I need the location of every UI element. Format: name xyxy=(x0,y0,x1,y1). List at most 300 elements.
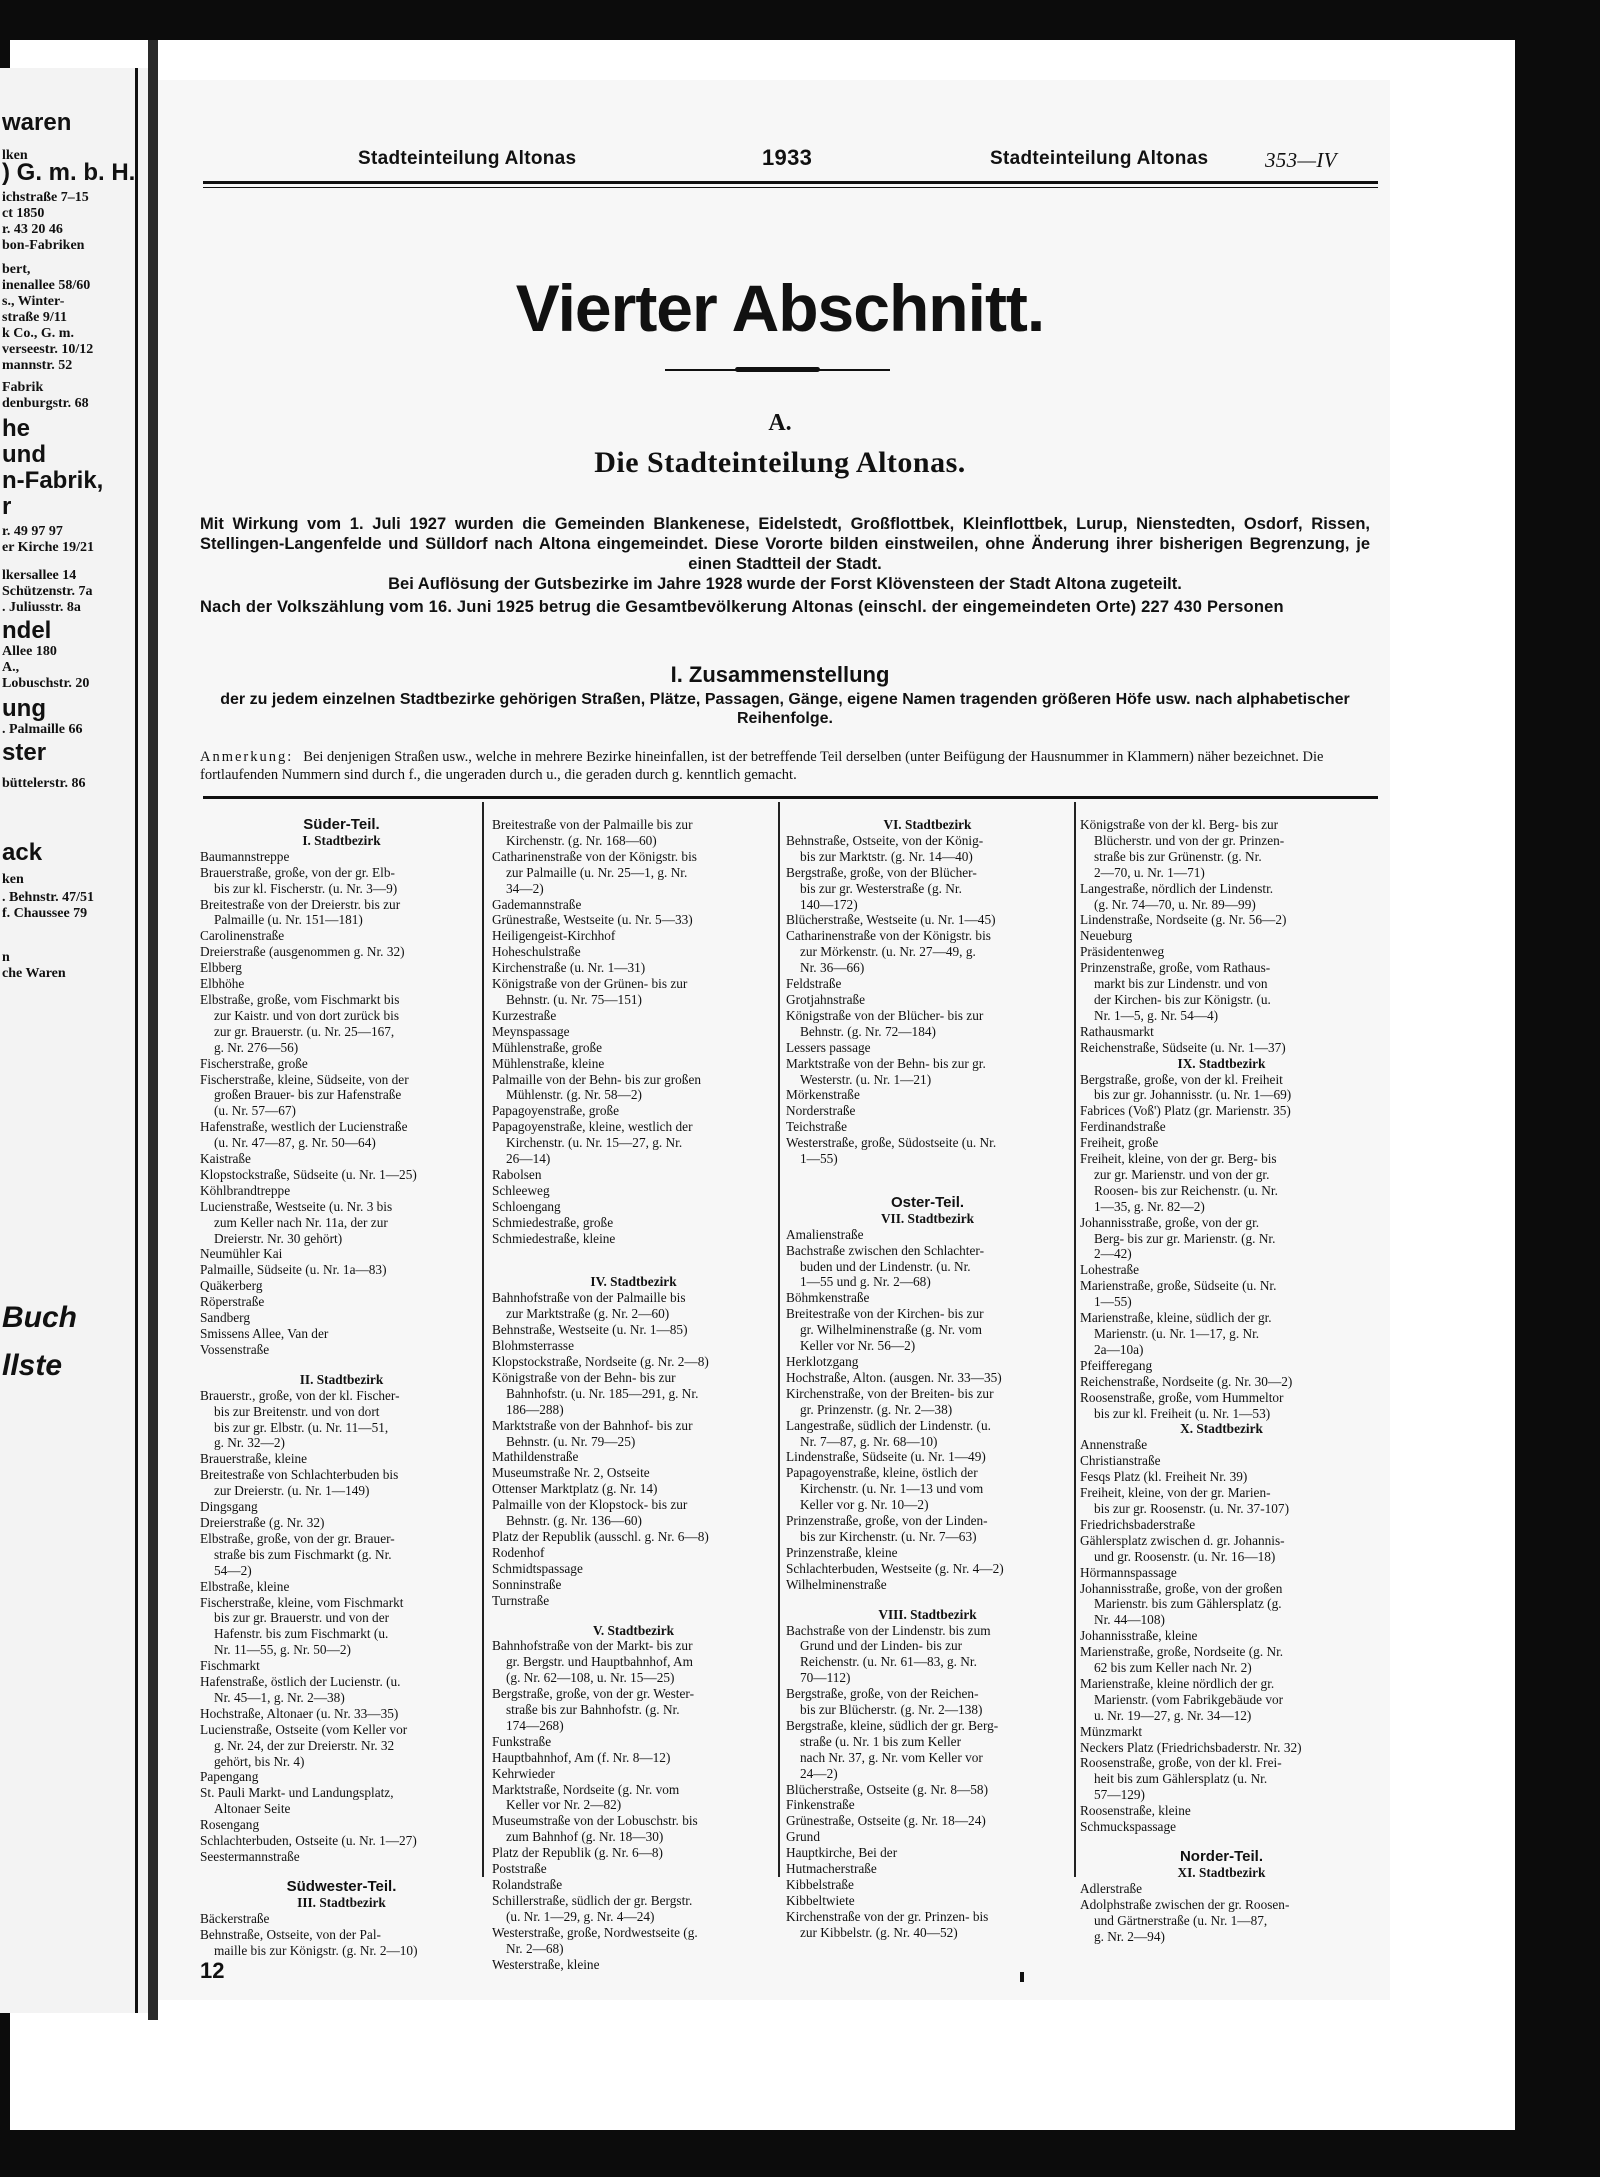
street-entry-continuation: 2—70, u. Nr. 1—71) xyxy=(1094,864,1205,880)
street-entry: Marktstraße von der Behn- bis zur gr. xyxy=(786,1055,986,1071)
street-entry: Elbstraße, große, von der gr. Brauer- xyxy=(200,1530,395,1546)
street-entry: Smissens Allee, Van der xyxy=(200,1326,329,1341)
street-entry: Pfeifferegang xyxy=(1080,1357,1153,1373)
street-entry-continuation: (g. Nr. 62—108, u. Nr. 15—25) xyxy=(506,1670,675,1686)
street-entry-continuation: Behnstr. (u. Nr. 75—151) xyxy=(506,991,642,1007)
previous-page-line: he xyxy=(2,415,31,442)
street-entry: Papagoyenstraße, kleine, östlich der xyxy=(786,1465,978,1481)
street-entry: Museumstraße von der Lobuschstr. bis xyxy=(492,1813,698,1829)
previous-page-line: r. 43 20 46 xyxy=(2,222,63,237)
street-entry: Papengang xyxy=(200,1769,259,1785)
street-entry-continuation: (u. Nr. 47—87, g. Nr. 50—64) xyxy=(214,1135,376,1151)
street-entry: Poststraße xyxy=(492,1861,547,1877)
street-entry: Gählersplatz zwischen d. gr. Johannis- xyxy=(1080,1532,1285,1548)
street-entry: Museumstraße Nr. 2, Ostseite xyxy=(492,1465,650,1481)
intro-text-1: Mit Wirkung vom 1. Juli 1927 wurden die Gemeinden Blankenese, Eidelstedt, Großflottbek, Kleinflottbek, Lurup, Nienstedten, Osdorf, Rissen, Stellingen-Langenfelde und Sülldorf nach Altona eingemeindet. Diese Vororte bilden einstweilen, ohne Änderung ihrer bisherigen Begrenzung, je einen Stadtteil der Stadt. xyxy=(200,515,1370,573)
street-entry: Meynspassage xyxy=(492,1023,570,1039)
street-entry: Königstraße von der Grünen- bis zur xyxy=(492,976,688,992)
street-entry: Ferdinandstraße xyxy=(1080,1119,1166,1135)
street-entry: Marktstraße von der Bahnhof- bis zur xyxy=(492,1417,693,1433)
street-entry: Fabrices (Voß') Platz (gr. Marienstr. 35) xyxy=(1080,1103,1291,1119)
street-entry-continuation: straße (u. Nr. 1 bis zum Keller xyxy=(800,1733,961,1749)
street-entry: Reichenstraße, Südseite (u. Nr. 1—37) xyxy=(1080,1039,1286,1055)
street-entry: Mühlenstraße, große xyxy=(492,1039,603,1055)
street-entry: Münzmarkt xyxy=(1080,1723,1143,1739)
street-entry-continuation: 34—2) xyxy=(506,880,544,896)
street-entry: Mörkenstraße xyxy=(786,1087,860,1103)
street-entry: Fesqs Platz (kl. Freiheit Nr. 39) xyxy=(1080,1469,1248,1485)
street-entry: Fischerstraße, kleine, Südseite, von der xyxy=(200,1071,409,1087)
street-entry-continuation: Nr. 44—108) xyxy=(1094,1612,1165,1628)
spacer xyxy=(492,1260,775,1274)
street-entry-continuation: 70—112) xyxy=(800,1670,851,1686)
street-entry: Bergstraße, große, von der Blücher- xyxy=(786,864,977,880)
street-entry-continuation: markt bis zur Lindenstr. und von xyxy=(1094,976,1268,992)
street-entry: Vossenstraße xyxy=(200,1341,270,1357)
street-entry: Dreierstraße (g. Nr. 32) xyxy=(200,1514,325,1530)
street-entry-continuation: Dreierstr. Nr. 30 gehört) xyxy=(214,1230,343,1246)
street-entry-continuation: 186—288) xyxy=(506,1401,564,1417)
street-entry: Königstraße von der Behn- bis zur xyxy=(492,1369,676,1385)
street-entry-continuation: heit bis zum Gählersplatz (u. Nr. xyxy=(1094,1771,1268,1787)
street-entry-continuation: 24—2) xyxy=(800,1765,838,1781)
spacer xyxy=(200,1865,483,1879)
spacer xyxy=(786,1181,1069,1195)
street-entry: Bäckerstraße xyxy=(200,1910,270,1926)
street-entry-continuation: buden und der Lindenstr. (u. Nr. xyxy=(800,1258,971,1274)
page-title: Vierter Abschnitt. xyxy=(515,271,1045,345)
street-entry: Lohestraße xyxy=(1080,1262,1140,1278)
running-head-year: 1933 xyxy=(762,145,813,170)
street-entry: Breitestraße von Schlachterbuden bis xyxy=(200,1467,399,1483)
street-entry: Amalienstraße xyxy=(786,1226,864,1242)
street-entry: Kirchenstraße, von der Breiten- bis zur xyxy=(786,1385,994,1401)
street-entry: Schmidtspassage xyxy=(492,1560,583,1576)
street-entry: Lindenstraße, Nordseite (g. Nr. 56—2) xyxy=(1080,912,1287,928)
previous-page-line: lken xyxy=(2,148,28,163)
street-entry: Hochstraße, Altonaer (u. Nr. 33—35) xyxy=(200,1705,399,1721)
street-entry-continuation: Westerstr. (u. Nr. 1—21) xyxy=(800,1071,932,1087)
street-entry: St. Pauli Markt- und Landungsplatz, xyxy=(200,1785,394,1801)
street-entry: Klopstockstraße, Südseite (u. Nr. 1—25) xyxy=(200,1166,417,1182)
street-entry: Kurzestraße xyxy=(492,1007,557,1023)
street-entry-continuation: Behnstr. (u. Nr. 79—25) xyxy=(506,1433,636,1449)
previous-page-line: n-Fabrik, xyxy=(2,467,104,494)
street-entry-continuation: Behnstr. (g. Nr. 72—184) xyxy=(800,1023,936,1039)
stadtbezirk-heading: IV. Stadtbezirk xyxy=(590,1274,677,1290)
street-entry: Mathildenstraße xyxy=(492,1449,579,1465)
street-entry-continuation: und gr. Roosenstr. (u. Nr. 16—18) xyxy=(1094,1548,1276,1564)
street-entry: Herklotzgang xyxy=(786,1354,859,1369)
street-entry: Grünestraße, Westseite (u. Nr. 5—33) xyxy=(492,912,693,928)
street-entry: Schmiedestraße, kleine xyxy=(492,1230,616,1246)
scan-border-right xyxy=(1515,0,1600,2177)
street-entry: Carolinenstraße xyxy=(200,928,285,944)
street-entry: Roosenstraße, große, vom Hummeltor xyxy=(1080,1389,1284,1405)
street-entry: Blücherstraße, Westseite (u. Nr. 1—45) xyxy=(786,912,996,928)
spacer xyxy=(786,1593,1069,1607)
district-part-heading: Norder-Teil. xyxy=(1179,1849,1264,1865)
section-letter: A. xyxy=(768,410,792,436)
street-entry: Turnstraße xyxy=(492,1592,550,1608)
street-entry-continuation: maille bis zur Königstr. (g. Nr. 2—10) xyxy=(214,1942,418,1958)
street-entry: Norderstraße xyxy=(786,1103,856,1119)
street-entry-continuation: g. Nr. 276—56) xyxy=(214,1039,299,1055)
street-entry: Roosenstraße, große, von der kl. Frei- xyxy=(1080,1755,1282,1771)
previous-page-line: ndel xyxy=(2,617,52,644)
street-column-1 xyxy=(200,817,483,1984)
previous-page-line: . Juliusstr. 8a xyxy=(2,600,81,615)
street-entry: Sonninstraße xyxy=(492,1576,562,1592)
previous-page-line: k Co., G. m. xyxy=(2,326,74,341)
street-entry-continuation: zur gr. Marienstr. und von der gr. xyxy=(1094,1166,1270,1182)
previous-page-line: mannstr. 52 xyxy=(2,358,73,373)
street-entry: Mühlenstraße, kleine xyxy=(492,1055,605,1071)
book-gutter xyxy=(148,40,158,2020)
street-entry-continuation: Behnstr. (g. Nr. 136—60) xyxy=(506,1513,642,1529)
previous-page-line: inenallee 58/60 xyxy=(2,278,91,293)
previous-page-line: Schützenstr. 7a xyxy=(2,584,93,599)
street-entry: Hochstraße, Alton. (ausgen. Nr. 33—35) xyxy=(786,1369,1002,1385)
stadtbezirk-heading: III. Stadtbezirk xyxy=(297,1894,386,1910)
header-rule xyxy=(203,181,1378,184)
street-entry-continuation: Kirchenstr. (g. Nr. 168—60) xyxy=(506,832,657,848)
street-entry-continuation: 62 bis zum Keller nach Nr. 2) xyxy=(1094,1660,1252,1676)
street-entry-continuation: bis zur Marktstr. (g. Nr. 14—40) xyxy=(800,848,973,864)
street-entry: Wilhelminenstraße xyxy=(786,1576,887,1592)
street-entry-continuation: bis zur gr. Brauerstr. und von der xyxy=(214,1610,390,1626)
previous-page-line: Lobuschstr. 20 xyxy=(2,676,90,691)
street-entry-continuation: 1—55) xyxy=(800,1151,838,1167)
street-entry-continuation: 2—42) xyxy=(1094,1246,1132,1262)
street-entry: Johannisstraße, große, von der großen xyxy=(1080,1580,1283,1596)
street-entry: Platz der Republik (g. Nr. 6—8) xyxy=(492,1845,663,1861)
stadtbezirk-heading: IX. Stadtbezirk xyxy=(1177,1055,1266,1071)
stadtbezirk-heading: VIII. Stadtbezirk xyxy=(878,1606,977,1622)
street-entry-continuation: g. Nr. 24, der zur Dreierstr. Nr. 32 xyxy=(214,1737,395,1753)
street-entry-continuation: Nr. 2—68) xyxy=(506,1940,564,1956)
street-entry: Brauerstraße, kleine xyxy=(200,1451,308,1467)
street-entry: Freiheit, kleine, von der gr. Marien- xyxy=(1080,1485,1271,1501)
street-entry: Breitestraße von der Dreierstr. bis zur xyxy=(200,896,401,912)
previous-page-line: ) G. m. b. H. xyxy=(2,159,136,186)
spacer xyxy=(492,1609,775,1623)
stadtbezirk-heading: X. Stadtbezirk xyxy=(1180,1421,1263,1437)
street-entry: Kirchenstraße (u. Nr. 1—31) xyxy=(492,960,646,976)
previous-page-line: und xyxy=(2,441,46,468)
street-entry: Blücherstraße, Ostseite (g. Nr. 8—58) xyxy=(786,1781,988,1797)
street-entry-continuation: Keller vor Nr. 2—82) xyxy=(506,1797,622,1813)
street-entry: Bahnhofstraße von der Markt- bis zur xyxy=(492,1638,693,1654)
street-entry-continuation: (u. Nr. 57—67) xyxy=(214,1103,296,1119)
street-entry-continuation: Kirchenstr. (u. Nr. 1—13 und vom xyxy=(800,1481,984,1497)
street-entry-continuation: (g. Nr. 74—70, u. Nr. 89—99) xyxy=(1094,896,1256,912)
column-rule-2 xyxy=(778,802,780,1877)
street-entry: Grund xyxy=(786,1829,820,1845)
intro-text-2: Bei Auflösung der Gutsbezirke im Jahre 1928 wurde der Forst Klövensteen der Stadt Altona zugeteilt. xyxy=(388,575,1182,593)
street-entry: Bergstraße, große, von der gr. Wester- xyxy=(492,1686,694,1702)
street-entry: Elbberg xyxy=(200,960,242,976)
street-entry: Lucienstraße, Westseite (u. Nr. 3 bis xyxy=(200,1198,393,1214)
street-entry: Hoheschulstraße xyxy=(492,944,581,960)
previous-page-rule xyxy=(135,68,138,2013)
street-entry-continuation: 57—129) xyxy=(1094,1787,1145,1803)
scan-border-top xyxy=(0,0,1600,40)
street-entry: Köhlbrandtreppe xyxy=(200,1182,291,1198)
street-entry: Rabolsen xyxy=(492,1166,542,1182)
street-entry: Sandberg xyxy=(200,1310,250,1326)
previous-page-line: f. Chaussee 79 xyxy=(2,906,88,921)
spacer xyxy=(1080,1835,1363,1849)
stadtbezirk-heading: V. Stadtbezirk xyxy=(592,1622,675,1638)
street-entry-continuation: Marienstr. (vom Fabrikgebäude vor xyxy=(1094,1691,1284,1707)
street-entry-continuation: bis zur gr. Roosenstr. (u. Nr. 37-107) xyxy=(1094,1500,1290,1516)
street-entry: Catharinenstraße von der Königstr. bis xyxy=(786,928,991,944)
street-entry: Heiligengeist-Kirchhof xyxy=(492,928,616,944)
previous-page-line: A., xyxy=(2,660,20,675)
street-entry: Neumühler Kai xyxy=(200,1246,283,1262)
note-block xyxy=(200,748,1370,784)
street-entry: Fischerstraße, kleine, vom Fischmarkt xyxy=(200,1594,404,1610)
street-entry-continuation: 1—35, g. Nr. 82—2) xyxy=(1094,1198,1205,1214)
title-rule-center xyxy=(735,367,820,372)
street-entry: Elbstraße, kleine xyxy=(200,1578,290,1594)
street-entry: Friedrichsbaderstraße xyxy=(1080,1516,1196,1532)
previous-page-line: llste xyxy=(2,1349,63,1382)
previous-page-line: ster xyxy=(2,739,47,766)
street-entry: Marienstraße, große, Südseite (u. Nr. xyxy=(1080,1278,1277,1294)
previous-page-fragment xyxy=(0,68,148,2013)
street-entry: Hafenstraße, östlich der Lucienstr. (u. xyxy=(200,1674,401,1690)
street-entry: Ottenser Marktplatz (g. Nr. 14) xyxy=(492,1481,658,1497)
street-entry-continuation: Blücherstr. und von der gr. Prinzen- xyxy=(1094,832,1285,848)
stadtbezirk-heading: VII. Stadtbezirk xyxy=(880,1210,975,1226)
bottom-mark xyxy=(1020,1972,1024,1982)
street-entry-continuation: zur Palmaille (u. Nr. 25—1, g. Nr. xyxy=(506,864,688,880)
street-entry-continuation: Keller vor Nr. 56—2) xyxy=(800,1338,916,1354)
street-entry-continuation: straße bis zum Fischmarkt (g. Nr. xyxy=(214,1546,392,1562)
street-entry: Böhmkenstraße xyxy=(786,1290,870,1306)
column-rule-3 xyxy=(1074,802,1076,1877)
street-column-2 xyxy=(492,817,775,1972)
street-entry-continuation: Roosen- bis zur Reichenstr. (u. Nr. xyxy=(1094,1182,1278,1198)
part-subtitle: der zu jedem einzelnen Stadtbezirke gehörigen Straßen, Plätze, Passagen, Gänge, eigene Namen tragenden größeren Höfe usw. nach alphabetischer Reihenfolge. xyxy=(220,691,1350,727)
street-entry: Bachstraße von der Lindenstr. bis zum xyxy=(786,1622,991,1638)
district-part-heading: Südwester-Teil. xyxy=(286,1878,397,1895)
street-entry-continuation: zur Kaistr. und von dort zurück bis xyxy=(214,1007,400,1023)
street-entry-continuation: zur gr. Brauerstr. (u. Nr. 25—167, xyxy=(214,1023,395,1039)
street-entry: Schlachterbuden, Ostseite (u. Nr. 1—27) xyxy=(200,1833,417,1849)
spacer xyxy=(492,1246,775,1260)
street-entry: Freiheit, kleine, von der gr. Berg- bis xyxy=(1080,1151,1277,1167)
street-entry: Behnstraße, Ostseite, von der Pal- xyxy=(200,1926,381,1942)
street-entry-continuation: straße bis zur Bahnhofstr. (g. Nr. xyxy=(506,1702,680,1718)
previous-page-line: bon-Fabriken xyxy=(2,238,85,253)
street-entry: Prinzenstraße, kleine xyxy=(786,1544,898,1560)
street-entry-continuation: straße bis zur Grünenstr. (g. Nr. xyxy=(1094,848,1262,864)
district-part-heading: Oster-Teil. xyxy=(890,1194,965,1211)
street-entry: Funkstraße xyxy=(492,1733,552,1749)
street-entry: Röperstraße xyxy=(200,1294,265,1310)
street-entry: Roosenstraße, kleine xyxy=(1080,1803,1191,1819)
street-entry: Prinzenstraße, große, von der Linden- xyxy=(786,1513,988,1529)
street-entry: Rodenhof xyxy=(492,1544,545,1560)
street-entry: Marktstraße, Nordseite (g. Nr. vom xyxy=(492,1781,680,1797)
previous-page-line: n xyxy=(2,950,10,965)
street-entry: Johannisstraße, kleine xyxy=(1080,1628,1198,1644)
street-entry: Bergstraße, kleine, südlich der gr. Berg- xyxy=(786,1717,999,1733)
street-entry: Fischmarkt xyxy=(200,1658,260,1674)
intro-paragraph-2 xyxy=(200,574,1370,594)
street-entry-continuation: Grund und der Linden- bis zur xyxy=(800,1638,963,1654)
street-entry: Feldstraße xyxy=(786,976,842,992)
street-entry-continuation: g. Nr. 32—2) xyxy=(214,1435,285,1451)
street-entry-continuation: gr. Bergstr. und Hauptbahnhof, Am xyxy=(506,1654,694,1670)
street-entry: Christianstraße xyxy=(1080,1453,1161,1469)
street-entry: Adolphstraße zwischen der gr. Roosen- xyxy=(1080,1896,1290,1912)
street-entry: Lindenstraße, Südseite (u. Nr. 1—49) xyxy=(786,1449,986,1465)
street-entry: Kaistraße xyxy=(200,1151,251,1167)
street-entry: Schlachterbuden, Westseite (g. Nr. 4—2) xyxy=(786,1560,1004,1576)
street-entry-continuation: zum Keller nach Nr. 11a, der zur xyxy=(214,1214,388,1230)
street-entry-continuation: Bahnhofstr. (u. Nr. 185—291, g. Nr. xyxy=(506,1385,699,1401)
street-entry-continuation: gr. Prinzenstr. (g. Nr. 2—38) xyxy=(800,1401,953,1417)
stadtbezirk-heading: I. Stadtbezirk xyxy=(302,832,381,848)
street-column-3 xyxy=(786,817,1069,1941)
street-entry-continuation: Hafenstr. bis zum Fischmarkt (u. xyxy=(214,1626,389,1642)
street-entry: Reichenstraße, Nordseite (g. Nr. 30—2) xyxy=(1080,1373,1293,1389)
previous-page-line: ken xyxy=(2,872,24,887)
street-entry-continuation: Nr. 1—5, g. Nr. 54—4) xyxy=(1094,1007,1219,1023)
previous-page-line: r xyxy=(2,493,12,520)
street-entry: Hafenstraße, westlich der Lucienstraße xyxy=(200,1119,408,1135)
street-entry: Rosengang xyxy=(200,1817,260,1833)
street-entry: Hauptkirche, Bei der xyxy=(786,1845,898,1861)
street-entry: Präsidentenweg xyxy=(1080,944,1165,960)
scan-border-bottom xyxy=(0,2130,1600,2177)
street-entry-continuation: bis zur Kirchenstr. (u. Nr. 7—63) xyxy=(800,1528,977,1544)
street-entry-continuation: zur Mörkenstr. (u. Nr. 27—49, g. xyxy=(800,944,976,960)
street-entry: Klopstockstraße, Nordseite (g. Nr. 2—8) xyxy=(492,1354,709,1369)
street-entry-continuation: gr. Wilhelminenstraße (g. Nr. vom xyxy=(800,1322,983,1338)
street-entry-continuation: zur Dreierstr. (u. Nr. 1—149) xyxy=(214,1483,370,1499)
street-entry: Palmaille von der Behn- bis zur großen xyxy=(492,1071,702,1087)
street-entry: Freiheit, große xyxy=(1080,1135,1159,1151)
running-head-left: Stadteinteilung Altonas xyxy=(358,148,577,169)
spacer xyxy=(200,1358,483,1372)
street-entry-continuation: 2a—10a) xyxy=(1094,1341,1144,1357)
street-entry: Bergstraße, große, von der Reichen- xyxy=(786,1686,979,1702)
street-entry: Schillerstraße, südlich der gr. Bergstr. xyxy=(492,1892,693,1908)
header-rule-thin xyxy=(203,187,1378,188)
street-entry-continuation: zum Bahnhof (g. Nr. 18—30) xyxy=(506,1829,664,1845)
street-entry: Kirchenstraße von der gr. Prinzen- bis xyxy=(786,1908,989,1924)
street-entry-continuation: bis zur gr. Elbstr. (u. Nr. 11—51, xyxy=(214,1419,389,1435)
street-entry: Rathausmarkt xyxy=(1080,1023,1154,1039)
previous-page-line: ct 1850 xyxy=(2,206,45,221)
street-entry: Palmaille von der Klopstock- bis zur xyxy=(492,1497,688,1513)
street-entry: Kibbeltwiete xyxy=(786,1892,855,1908)
street-entry-continuation: Reichenstr. (u. Nr. 61—83, g. Nr. xyxy=(800,1654,977,1670)
street-entry-continuation: 1—55 und g. Nr. 2—68) xyxy=(800,1274,931,1290)
street-entry: Prinzenstraße, große, vom Rathaus- xyxy=(1080,960,1271,976)
previous-page-line: büttelerstr. 86 xyxy=(2,776,86,791)
street-entry-continuation: 140—172) xyxy=(800,896,858,912)
previous-page-line: che Waren xyxy=(2,966,66,981)
previous-page-line: ung xyxy=(2,695,46,722)
street-entry-continuation: g. Nr. 2—94) xyxy=(1094,1928,1165,1944)
previous-page-line: . Behnstr. 47/51 xyxy=(2,890,95,905)
street-entry: Dingsgang xyxy=(200,1499,258,1515)
street-entry: Adlerstraße xyxy=(1080,1880,1143,1896)
street-entry-continuation: Kirchenstr. (u. Nr. 15—27, g. Nr. xyxy=(506,1135,683,1151)
previous-page-line: er Kirche 19/21 xyxy=(2,540,95,555)
street-entry: Kibbelstraße xyxy=(786,1877,854,1892)
street-entry: Langestraße, nördlich der Lindenstr. xyxy=(1080,880,1274,896)
street-entry-continuation: (u. Nr. 1—29, g. Nr. 4—24) xyxy=(506,1908,655,1924)
street-entry: Dreierstraße (ausgenommen g. Nr. 32) xyxy=(200,944,405,960)
part-title: I. Zusammenstellung xyxy=(670,662,890,687)
street-entry: Bergstraße, große, von der kl. Freiheit xyxy=(1080,1071,1283,1087)
previous-page-line: bert, xyxy=(2,262,31,277)
previous-page-line: ack xyxy=(2,839,43,866)
street-entry-continuation: Marienstr. bis zum Gählersplatz (g. xyxy=(1094,1596,1282,1612)
intro-text-3: Nach der Volkszählung vom 16. Juni 1925 betrug die Gesamtbevölkerung Altonas (einschl. der eingemeindeten Orte) 227 430 Personen xyxy=(200,598,1284,616)
street-entry: Elbstraße, große, vom Fischmarkt bis xyxy=(200,991,400,1007)
running-head-right: Stadteinteilung Altonas xyxy=(990,148,1209,169)
intro-paragraph-3 xyxy=(200,597,1370,617)
street-entry-continuation: gehört, bis Nr. 4) xyxy=(214,1753,305,1769)
street-entry: Bahnhofstraße von der Palmaille bis xyxy=(492,1290,686,1306)
street-entry: Elbhöhe xyxy=(200,976,245,992)
previous-page-line: s., Winter- xyxy=(2,294,65,309)
street-entry: Papagoyenstraße, große xyxy=(492,1103,620,1119)
street-entry: Brauerstr., große, von der kl. Fischer- xyxy=(200,1387,400,1403)
street-entry: Breitestraße von der Kirchen- bis zur xyxy=(786,1306,984,1322)
street-entry: Marienstraße, kleine nördlich der gr. xyxy=(1080,1675,1275,1691)
previous-page-line: waren xyxy=(2,109,72,136)
street-entry: Westerstraße, große, Südostseite (u. Nr. xyxy=(786,1135,997,1151)
previous-page-line: ichstraße 7–15 xyxy=(2,190,89,205)
street-entry: Gademannstraße xyxy=(492,896,582,912)
note-label: Anmerkung: xyxy=(200,749,294,765)
intro-paragraph-1 xyxy=(200,514,1370,574)
street-entry-continuation: bis zur Blücherstr. (g. Nr. 2—138) xyxy=(800,1702,983,1718)
street-entry-continuation: großen Brauer- bis zur Hafenstraße xyxy=(214,1087,402,1103)
street-entry: Neueburg xyxy=(1080,928,1133,944)
street-entry: Palmaille, Südseite (u. Nr. 1a—83) xyxy=(200,1262,387,1278)
street-entry-continuation: und Gärtnerstraße (u. Nr. 1—87, xyxy=(1094,1912,1268,1928)
street-entry-continuation: Marienstr. (u. Nr. 1—17, g. Nr. xyxy=(1094,1326,1260,1341)
street-entry: Finkenstraße xyxy=(786,1797,855,1813)
street-entry: Hutmacherstraße xyxy=(786,1861,877,1877)
street-entry: Langestraße, südlich der Lindenstr. (u. xyxy=(786,1417,991,1433)
street-entry: Schleeweg xyxy=(492,1182,550,1198)
street-entry-continuation: zur Marktstraße (g. Nr. 2—60) xyxy=(506,1306,670,1322)
street-entry: Grünestraße, Ostseite (g. Nr. 18—24) xyxy=(786,1813,986,1829)
street-entry-continuation: Nr. 11—55, g. Nr. 50—2) xyxy=(214,1642,351,1658)
page-number: 353—IV xyxy=(1265,148,1337,172)
street-entry: Rolandstraße xyxy=(492,1877,563,1892)
street-entry-continuation: Palmaille (u. Nr. 151—181) xyxy=(214,912,363,928)
street-entry-continuation: 26—14) xyxy=(506,1151,551,1167)
street-entry-continuation: Keller vor g. Nr. 10—2) xyxy=(800,1497,929,1513)
street-entry: Behnstraße, Westseite (u. Nr. 1—85) xyxy=(492,1322,688,1338)
street-entry-continuation: bis zur gr. Johannisstr. (u. Nr. 1—69) xyxy=(1094,1087,1292,1103)
street-entry: Annenstraße xyxy=(1080,1437,1148,1453)
street-entry: Seestermannstraße xyxy=(200,1849,300,1864)
street-entry: Bachstraße zwischen den Schlachter- xyxy=(786,1242,984,1258)
